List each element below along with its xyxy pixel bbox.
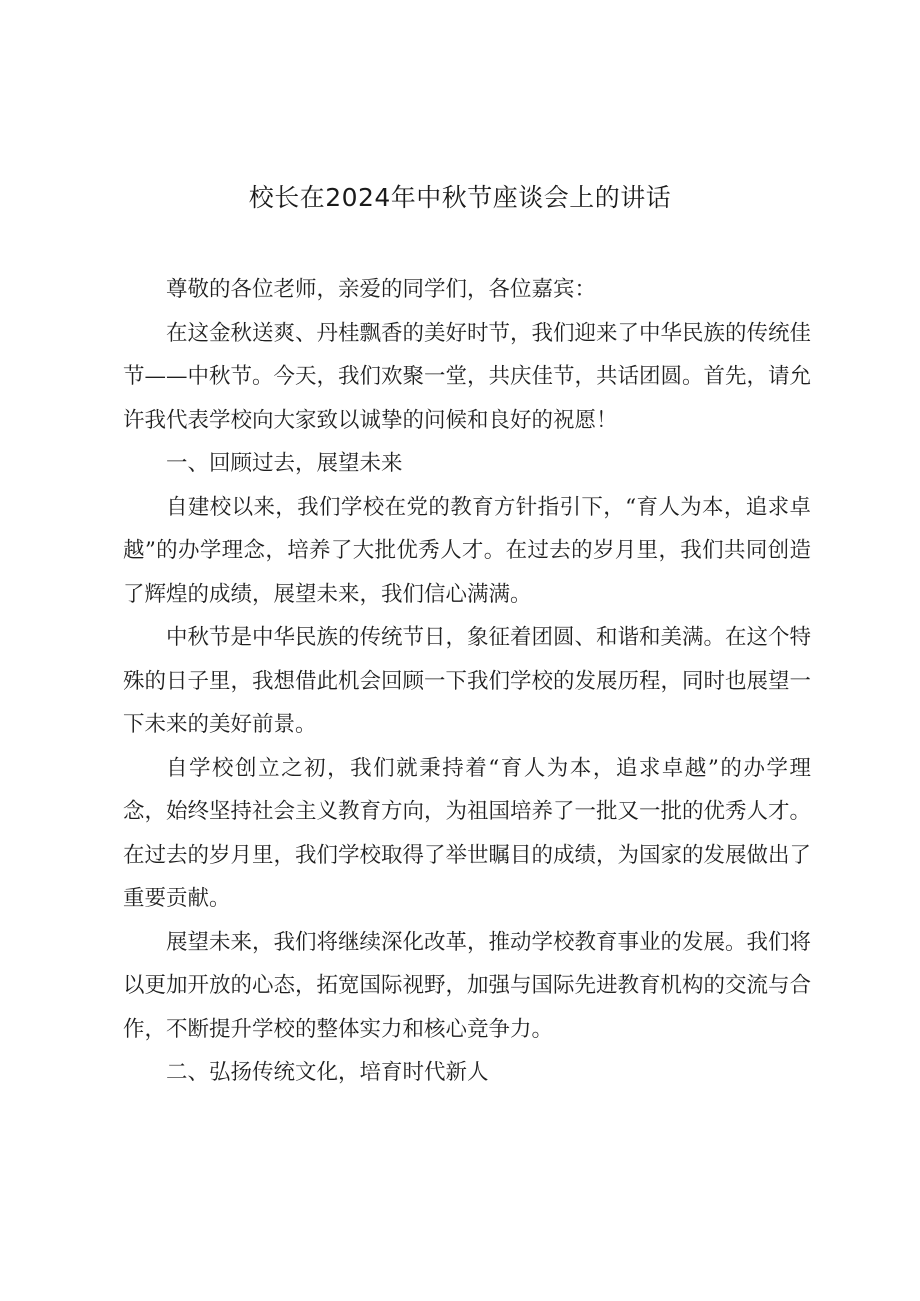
paragraph: 在这金秋送爽、丹桂飘香的美好时节，我们迎来了中华民族的传统佳节——中秋节。今天，我们欢聚一堂，共庆佳节，共话团圆。首先，请允许我代表学校向大家致以诚挚的问候和良好的祝愿！ [123, 320, 812, 433]
section-heading: 二、弘扬传统文化，培育时代新人 [166, 1060, 489, 1085]
document-title: 校长在2024年中秋节座谈会上的讲话 [248, 183, 672, 212]
document-body [123, 268, 811, 1095]
paragraph: 中秋节是中华民族的传统节日，象征着团圆、和谐和美满。在这个特殊的日子里，我想借此机会回顾一下我们学校的发展历程，同时也展望一下未来的美好前景。 [123, 625, 812, 737]
paragraph: 自建校以来，我们学校在党的教育方针指引下，“育人为本，追求卓越”的办学理念，培养了大批优秀人才。在过去的岁月里，我们共同创造了辉煌的成绩，展望未来，我们信心满满。 [123, 494, 811, 607]
salutation: 尊敬的各位老师，亲爱的同学们，各位嘉宾： [166, 277, 597, 302]
paragraph: 展望未来，我们将继续深化改革，推动学校教育事业的发展。我们将以更加开放的心态，拓宽国际视野，加强与国际先进教育机构的交流与合作，不断提升学校的整体实力和核心竞争力。 [123, 929, 812, 1042]
paragraph: 自学校创立之初，我们就秉持着“育人为本，追求卓越”的办学理念，始终坚持社会主义教育方向，为祖国培养了一批又一批的优秀人才。在过去的岁月里，我们学校取得了举世瞩目的成绩，为国家的发展做出了重要贡献。 [123, 755, 812, 911]
section-heading: 一、回顾过去，展望未来 [166, 451, 403, 476]
